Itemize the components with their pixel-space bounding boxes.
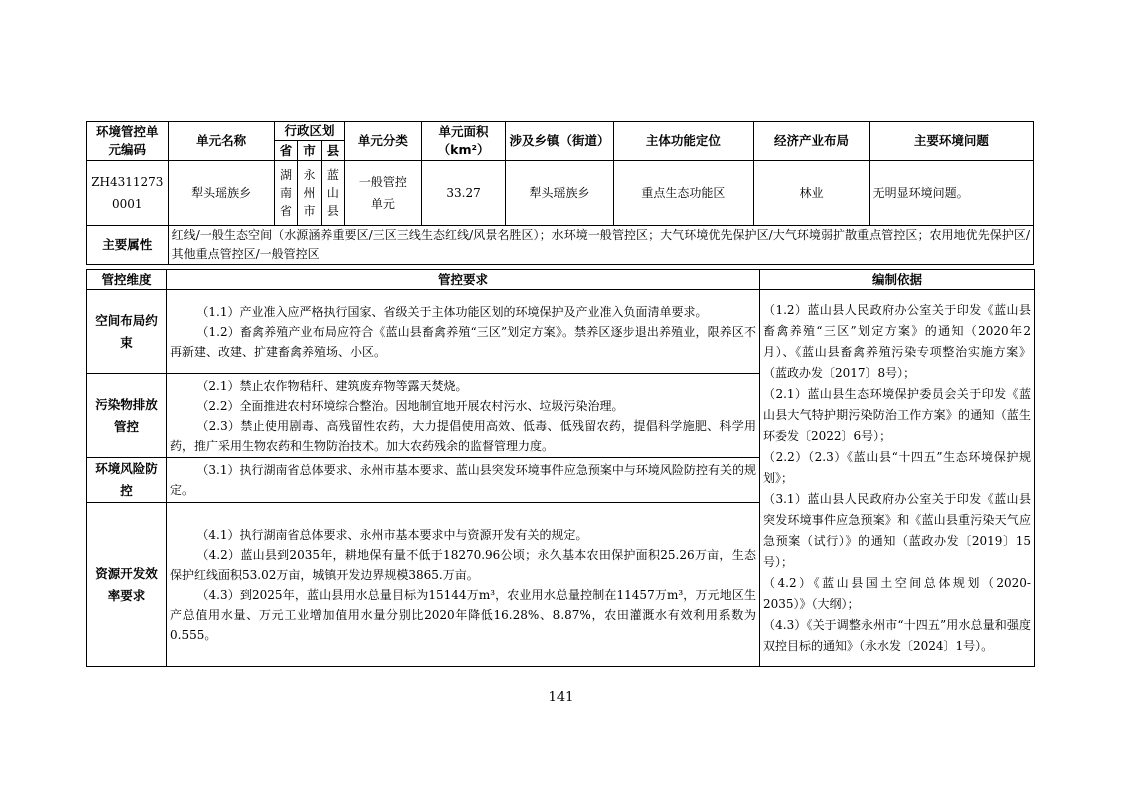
unit-area: 33.27	[421, 161, 506, 226]
requirement-paragraph: （4.1）执行湖南省总体要求、永州市基本要求中与资源开发有关的规定。	[196, 527, 588, 542]
unit-code: ZH43112730001	[87, 161, 169, 226]
header-towns: 涉及乡镇（街道）	[506, 122, 613, 161]
header-admin-region: 行政区划	[274, 122, 344, 141]
unit-info-table	[86, 121, 1034, 265]
control-table	[86, 269, 1035, 667]
section-req-spatial	[167, 290, 760, 374]
header-unit-code: 环境管控单元编码	[87, 122, 169, 161]
unit-towns: 犁头瑶族乡	[506, 161, 613, 226]
header-unit-area-label: 单元面积	[438, 124, 489, 139]
section-req-resource	[167, 503, 760, 667]
section-req-pollution	[167, 374, 760, 458]
requirement-paragraph: （1.1）产业准入应严格执行国家、省级关于主体功能区划的环境保护及产业准入负面清单要求。	[196, 304, 708, 319]
requirement-paragraph: （3.1）执行湖南省总体要求、永州市基本要求、蓝山县突发环境事件应急预案中与环境风险防控有关的规定。	[170, 463, 756, 497]
requirement-paragraph: （4.3）到2025年，蓝山县用水总量目标为15144万m³，农业用水总量控制在11457万m³，万元地区生产总值用水量、万元工业增加值用水量分别比2020年降低16.28%、8.87%，农田灌溉水有效利用系数为0.555。	[170, 587, 756, 642]
basis-list	[760, 290, 1035, 667]
header-requirements: 管控要求	[167, 270, 760, 290]
section-label-resource: 资源开发效率要求	[87, 503, 167, 667]
section-label-risk: 环境风险防控	[87, 458, 167, 503]
section-label-pollution: 污染物排放管控	[87, 374, 167, 458]
basis-item: （2.2）（2.3）《蓝山县“十四五”生态环境保护规划》；	[763, 449, 1031, 485]
basis-item: （2.1）蓝山县生态环境保护委员会关于印发《蓝山县大气特护期污染防治工作方案》的通知（蓝生环委发〔2022〕6号）；	[763, 386, 1031, 443]
section-req-risk	[167, 458, 760, 503]
requirement-paragraph: （4.2）蓝山县到2035年，耕地保有量不低于18270.96公顷；永久基本农田保护面积25.26万亩，生态保护红线面积53.02万亩，城镇开发边界规模3865.万亩。	[170, 547, 756, 582]
header-dimension: 管控维度	[87, 270, 167, 290]
attributes-label: 主要属性	[87, 226, 169, 265]
basis-item: （1.2）蓝山县人民政府办公室关于印发《蓝山县畜禽养殖“三区”划定方案》的通知（2020年2月）、《蓝山县畜禽养殖污染专项整治实施方案》（蓝政办发〔2017〕8号）；	[763, 302, 1031, 380]
header-industry: 经济产业布局	[754, 122, 869, 161]
unit-industry: 林业	[754, 161, 869, 226]
unit-name: 犁头瑶族乡	[168, 161, 274, 226]
attributes-text: 红线/一般生态空间（水源涵养重要区/三区三线生态红线/风景名胜区）；水环境一般管控区；大气环境优先保护区/大气环境弱扩散重点管控区；农用地优先保护区/其他重点管控区/一般管控区	[168, 226, 1033, 265]
header-unit-category: 单元分类	[345, 122, 422, 161]
unit-function: 重点生态功能区	[613, 161, 754, 226]
basis-item: （4.3）《关于调整永州市“十四五”用水总量和强度双控目标的通知》（永水发〔2024〕1号）。	[763, 617, 1031, 653]
unit-county: 蓝山县	[321, 161, 344, 226]
requirement-paragraph: （2.3）禁止使用剧毒、高残留性农药，大力提倡使用高效、低毒、低残留农药，提倡科学施肥、科学用药，推广采用生物农药和生物防治技术。加大农药残余的监督管理力度。	[170, 418, 756, 453]
section-label-spatial: 空间布局约束	[87, 290, 167, 374]
basis-item: （3.1）蓝山县人民政府办公室关于印发《蓝山县突发环境事件应急预案》和《蓝山县重污染天气应急预案（试行）》的通知（蓝政办发〔2019〕15号）；	[763, 491, 1031, 569]
header-county: 县	[321, 141, 344, 161]
unit-category: 一般管控单元	[345, 161, 422, 226]
page-number: 141	[548, 690, 574, 705]
requirement-paragraph: （2.1）禁止农作物秸秆、建筑废弃物等露天焚烧。	[196, 378, 468, 393]
header-city: 市	[298, 141, 321, 161]
unit-province: 湖南省	[274, 161, 297, 226]
requirement-paragraph: （1.2）畜禽养殖产业布局应符合《蓝山县畜禽养殖“三区”划定方案》。禁养区逐步退出养殖业，限养区不再新建、改建、扩建畜禽养殖场、小区。	[170, 324, 756, 359]
basis-item: （4.2）《蓝山县国土空间总体规划（2020-2035）》（大纲）；	[763, 575, 1031, 611]
header-env-issue: 主要环境问题	[869, 122, 1033, 161]
requirement-paragraph: （2.2）全面推进农村环境综合整治。因地制宜地开展农村污水、垃圾污染治理。	[196, 398, 624, 413]
unit-city: 永州市	[298, 161, 321, 226]
header-unit-area-unit: （km²）	[437, 142, 490, 157]
header-unit-area	[421, 122, 506, 161]
header-unit-name: 单元名称	[168, 122, 274, 161]
header-basis: 编制依据	[760, 270, 1035, 290]
unit-env-issue: 无明显环境问题。	[869, 161, 1033, 226]
header-province: 省	[274, 141, 297, 161]
header-function: 主体功能定位	[613, 122, 754, 161]
